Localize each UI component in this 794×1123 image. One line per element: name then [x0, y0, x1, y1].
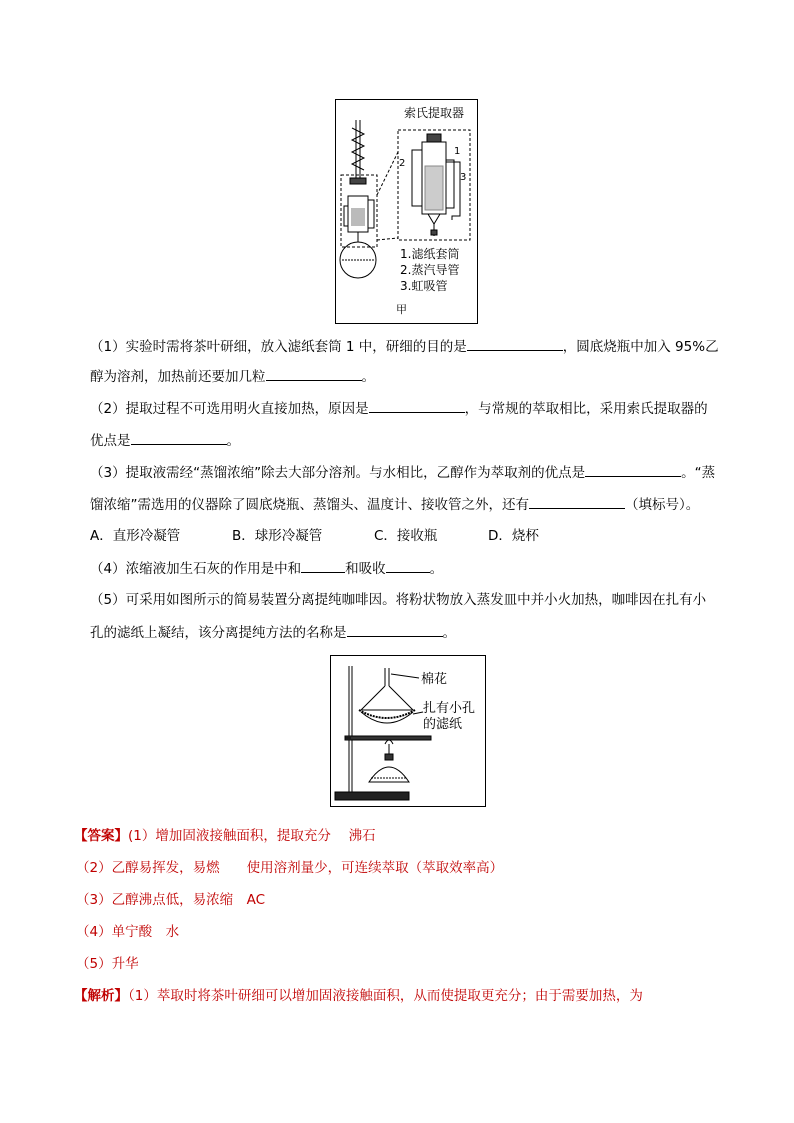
question-5-line-2: 孔的滤纸上凝结，该分离提纯方法的名称是 。	[90, 622, 456, 643]
figure1-caption: 甲	[396, 303, 407, 316]
option-a[interactable]: A．直形冷凝管	[90, 528, 181, 544]
answer-blank[interactable]	[347, 622, 443, 637]
question-5-line-1: （5）可采用如图所示的简易装置分离提纯咖啡因。将粉状物放入蒸发皿中并小火加热，咖啡因在扎有小	[90, 592, 707, 608]
soxhlet-diagram	[336, 100, 477, 323]
label-filter-paper-1: 扎有小孔	[423, 701, 476, 716]
answer-line-2: （2）乙醇易挥发，易燃 使用溶剂量少，可连续萃取（萃取效率高）	[76, 860, 504, 876]
answer-line-3: （3）乙醇沸点低，易浓缩 AC	[76, 892, 266, 908]
answer-line-4: （4）单宁酸 水	[76, 924, 180, 940]
legend-item-2: 2.蒸汽导管	[400, 263, 460, 277]
answer-blank[interactable]	[386, 558, 430, 573]
answer-blank[interactable]	[369, 398, 465, 413]
answer-blank[interactable]	[529, 494, 625, 509]
analysis-tag: 【解析】	[74, 988, 128, 1004]
label-cotton: 棉花	[421, 672, 448, 687]
answer-line-5: （5）升华	[76, 956, 139, 972]
question-2-line-2: 优点是 。	[90, 430, 240, 451]
question-1-line-1: （1）实验时需将茶叶研细，放入滤纸套筒 1 中，研细的目的是 ，圆底烧瓶中加入 95%乙	[90, 336, 719, 357]
marker-3: 3	[460, 172, 467, 183]
question-3-options	[90, 526, 539, 546]
sublimation-figure	[330, 655, 486, 807]
legend-item-3: 3.虹吸管	[400, 279, 448, 293]
label-filter-paper-2: 的滤纸	[423, 717, 463, 732]
option-d[interactable]: D．烧杯	[488, 528, 539, 544]
answer-line-1: 【答案】(1）增加固液接触面积，提取充分 沸石	[74, 828, 376, 844]
legend-item-1: 1.滤纸套筒	[400, 247, 460, 261]
soxhlet-figure	[335, 99, 478, 324]
question-3-line-1: （3）提取液需经“蒸馏浓缩”除去大部分溶剂。与水相比，乙醇作为萃取剂的优点是 。“蒸	[90, 462, 715, 483]
answer-blank[interactable]	[266, 366, 362, 381]
question-1-line-2: 醇为溶剂，加热前还要加几粒 。	[90, 366, 375, 387]
answer-blank[interactable]	[301, 558, 345, 573]
question-3-line-2: 馏浓缩”需选用的仪器除了圆底烧瓶、蒸馏头、温度计、接收管之外，还有 （填标号）。	[90, 494, 699, 515]
analysis-line-1: 【解析】（1）萃取时将茶叶研细可以增加固液接触面积，从而使提取更充分；由于需要加热，为	[74, 988, 643, 1004]
sublimation-diagram	[331, 656, 485, 806]
answer-blank[interactable]	[467, 336, 563, 351]
figure1-title: 索氏提取器	[404, 106, 465, 120]
question-4-line: （4）浓缩液加生石灰的作用是中和 和吸收 。	[90, 558, 443, 579]
answer-tag: 【答案】	[74, 828, 128, 844]
answer-blank[interactable]	[131, 430, 227, 445]
option-c[interactable]: C．接收瓶	[374, 528, 438, 544]
question-2-line-1: （2）提取过程不可选用明火直接加热，原因是 ，与常规的萃取相比，采用索氏提取器的	[90, 398, 708, 419]
marker-1: 1	[454, 146, 461, 157]
answer-blank[interactable]	[585, 462, 681, 477]
option-b[interactable]: B．球形冷凝管	[232, 528, 323, 544]
marker-2: 2	[399, 158, 406, 169]
